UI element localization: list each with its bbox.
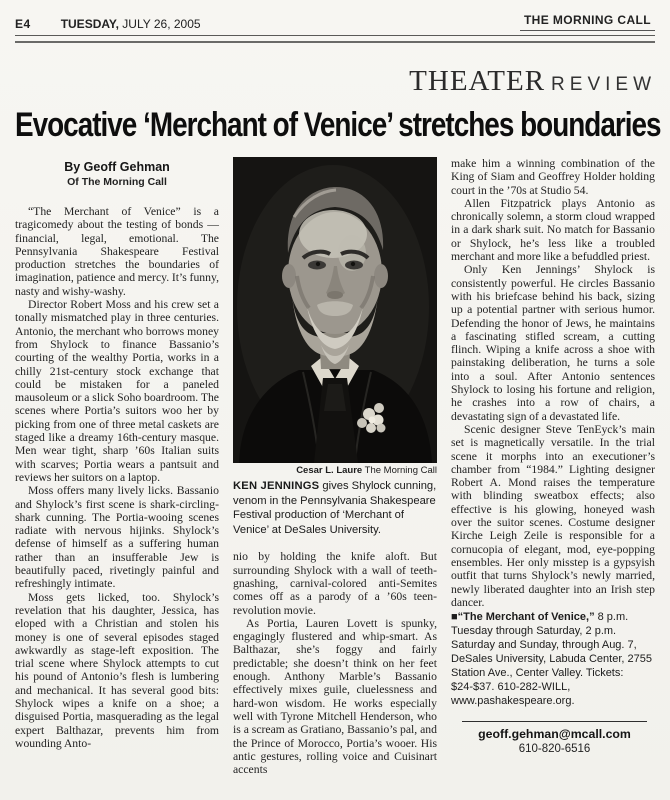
review-photo-figure: [233, 157, 437, 537]
date-line: [61, 17, 520, 31]
byline-block: [15, 160, 219, 188]
column-3: [451, 157, 655, 755]
column-1: [15, 157, 219, 750]
column-2: [233, 157, 437, 776]
paragraph: Only Ken Jennings’ Shylock is consistently powerful. He circles Bassanio with his briefcase behind his back, sizing up a potential partner with serious humor. Defending the honor of Jews, he maintains a fascinating stifled scream, a cutting flinch. Wiping a knife across a shoe with painstaking deliberation, he turns a sole into a soul. After Antonio sentences Shylock to losing his fortune and religion, he crashes into a row of chairs, a devastating sign of a devastated life.: [451, 263, 655, 423]
author-email: geoff.gehman@mcall.com: [478, 727, 631, 742]
paragraph: “The Merchant of Venice” is a tragicomedy about the testing of bonds — financial, legal, emotional. The Pennsylvania Shakespeare Festival production stretches the boundaries of imagination, patience and mercy. It’s funny, nasty and wishy-washy.: [15, 205, 219, 298]
photo-caption-lead: KEN JENNINGS: [233, 480, 320, 492]
shylock-portrait-photo: [233, 157, 437, 463]
date-weekday: TUESDAY,: [60, 17, 119, 31]
photo-credit-source: The Morning Call: [362, 465, 437, 476]
byline-affiliation: Of The Morning Call: [67, 176, 167, 188]
paragraph: Scenic designer Steve TenEyck’s main set is magnetically versatile. In the trial scene it morphs into an executioner’s chamber from “1984.” Lighting designer Robert A. Mond raises the temperature with blinding sweatbox effects; also effective is his glowing, honeyed wash over the suitor scenes. Costume designer Kirche Leigh Zeile is responsible for a cornucopia of elegant, mod, eye-popping ensembles. Her only misstep is a gypsyish outfit that turns Shylock’s newly married, newly liberated daughter into an Irish step dancer.: [451, 422, 655, 609]
event-listing: [451, 611, 655, 708]
page-number: E4: [15, 17, 31, 31]
listing-title: “The Merchant of Venice,”: [457, 611, 595, 624]
paragraph: Allen Fitzpatrick plays Antonio as chronically solemn, a storm cloud wrapped in a dark shark suit. No match for Bassanio or Shylock, he’s less like a troubled merchant and more like a befuddled priest.: [451, 196, 655, 264]
article-headline: Evocative ‘Merchant of Venice’ stretches boundaries: [15, 106, 661, 144]
date-rest: JULY 26, 2005: [118, 17, 201, 31]
author-phone: 610-820-6516: [518, 743, 591, 756]
article-columns: [0, 145, 670, 793]
listing-details: 8 p.m. Tuesday through Saturday, 2 p.m. Saturday and Sunday, through Aug. 7, DeSales University, Labuda Center, 2755 Station Ave., Center Valley. Tickets: $24-$37. 610-282-WILL, www.pashakespeare.org.: [451, 611, 652, 707]
photo-caption: [233, 479, 437, 537]
listing-bullet-icon: ■: [451, 611, 458, 624]
photo-credit-name: Cesar L. Laure: [296, 465, 363, 476]
paragraph: nio by holding the knife aloft. But surrounding Shylock with a wall of teeth-gnashing, carnival-colored anti-Semites comes off as a parody of a ’60s teen-revolution movie.: [233, 550, 437, 617]
section-label: [0, 43, 670, 98]
contact-block: [462, 721, 647, 755]
headline-row: [0, 98, 670, 145]
column-2-text: [233, 550, 437, 776]
section-name: THEATER: [409, 65, 546, 97]
page-header: [0, 0, 670, 31]
paragraph: As Portia, Lauren Lovett is spunky, engagingly flustered and whip-smart. As Balthazar, she’s foggy and fairly predictable; she doesn’t think on her feet enough. Anthony Marble’s Bassanio effectively mixes guile, cluelessness and hard-won wisdom. He works especially well with Tyrone Mitchell Henderson, who is a scream as Gratiano, Bassanio’s pal, and the Prince of Morocco, Portia’s wooer. His antic gestures, rolling voice and Cuisinart accents: [233, 616, 437, 777]
paragraph: Moss offers many lively licks. Bassanio and Shylock’s first scene is shark-circling-shark cunning. The Portia-wooing scenes radiate with nervous hijinks. Shylock’s defense of himself as a suffering human rather than an insufferable Jew is beautifully paced, rivetingly painful and refreshingly intimate.: [15, 484, 219, 591]
photo-credit: [233, 465, 437, 476]
byline-author: By Geoff Gehman: [64, 160, 170, 174]
masthead-title: THE MORNING CALL: [520, 13, 655, 31]
paragraph: Director Robert Moss and his crew set a tonally mismatched play in three centuries. Antonio, the merchant who borrows money from Shylock to finance Bassanio’s courting of the wealthy Portia, works in a chilly 21st-century stock exchange that could be mistaken for a paneled mausoleum or a slick Soho boardroom. The scenes where Portia’s suitors woo her by picking from one of three metal caskets are staged like a dreamy 16th-century masque. Men wear tight, sharp ’60s Italian suits with scarves; Portia wears a pantsuit and reviews her suitors on a laptop.: [15, 298, 219, 484]
paragraph: make him a winning combination of the King of Siam and Geoffrey Holder holding court in the ’70s at Studio 54.: [451, 157, 655, 197]
photo-caption-text: gives Shylock cunning, venom in the Pennsylvania Shakespeare Festival production of ‘Merchant of Venice’ at DeSales University.: [233, 480, 437, 536]
header-rule-top: [15, 35, 655, 36]
section-subname: REVIEW: [551, 74, 656, 95]
paragraph: Moss gets licked, too. Shylock’s revelation that his daughter, Jessica, has eloped with a Christian and stolen his money is one of several episodes staged awkwardly as stage-left exposition. The trial scene where Shylock attempts to cut his pound of Antonio’s flesh is lumbering and mechanical. It has several good bits: Shylock wipes a knife on a shoe; a disguised Portia, masquerading as the legal expert Balthazar, prevents him from wounding Anto-: [15, 590, 219, 750]
